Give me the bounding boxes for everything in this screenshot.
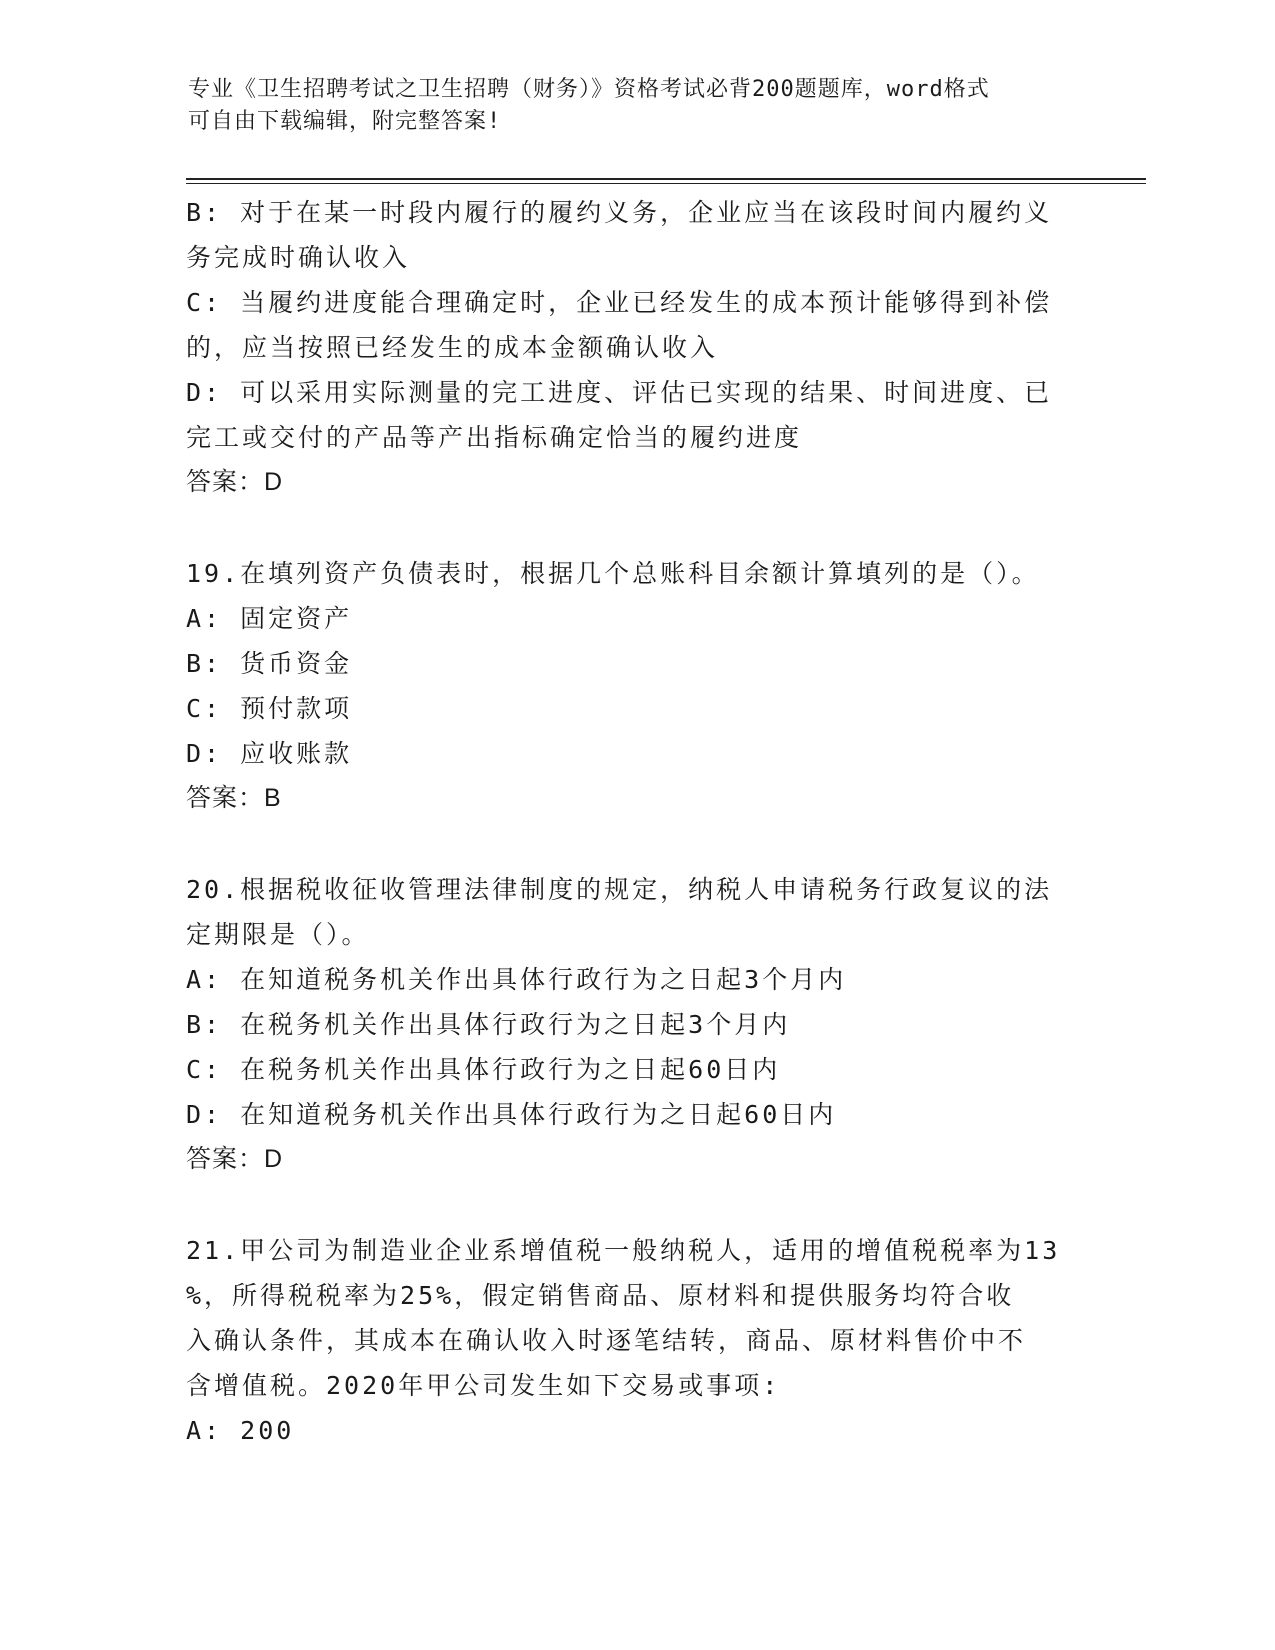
answer-label: 答案：D (186, 1145, 284, 1173)
header-divider-thin (186, 183, 1146, 184)
header-divider-thick (186, 178, 1146, 180)
question-20 (186, 867, 1086, 1182)
option-d-line-1: D: 可以采用实际测量的完工进度、评估已实现的结果、时间进度、已 (186, 378, 1053, 407)
spacer (186, 1182, 1086, 1228)
question-stem-line-2: %，所得税税率为25%，假定销售商品、原材料和提供服务均符合收 (186, 1281, 1015, 1310)
question-21 (186, 1228, 1086, 1453)
question-stem-line-1: 20.根据税收征收管理法律制度的规定，纳税人申请税务行政复议的法 (186, 875, 1053, 904)
question-list (186, 190, 1086, 1453)
header-title-line-1: 专业《卫生招聘考试之卫生招聘（财务）》资格考试必背200题题库，word格式 (188, 77, 990, 102)
option-c-line-1: C: 当履约进度能合理确定时，企业已经发生的成本预计能够得到补偿 (186, 288, 1053, 317)
question-stem: 19.在填列资产负债表时，根据几个总账科目余额计算填列的是（）。 (186, 559, 1040, 588)
option-b-line-1: B: 对于在某一时段内履行的履约义务，企业应当在该段时间内履约义 (186, 198, 1053, 227)
option-c-line-2: 的，应当按照已经发生的成本金额确认收入 (186, 333, 719, 362)
header-title-line-2: 可自由下载编辑，附完整答案! (188, 109, 502, 134)
option-a: A: 固定资产 (186, 604, 353, 633)
option-a: A: 200 (186, 1416, 295, 1445)
option-c: C: 在税务机关作出具体行政行为之日起60日内 (186, 1055, 781, 1084)
question-19 (186, 551, 1086, 821)
question-stem-line-2: 定期限是（）。 (186, 920, 370, 949)
question-stem-line-1: 21.甲公司为制造业企业系增值税一般纳税人，适用的增值税税率为13 (186, 1236, 1061, 1265)
option-d: D: 在知道税务机关作出具体行政行为之日起60日内 (186, 1100, 837, 1129)
answer-label: 答案：D (186, 468, 284, 496)
question-18-continued (186, 190, 1086, 505)
question-stem-line-3: 入确认条件，其成本在确认收入时逐笔结转，商品、原材料售价中不 (186, 1326, 1027, 1355)
spacer (186, 821, 1086, 867)
document-header (188, 74, 1088, 138)
option-a: A: 在知道税务机关作出具体行政行为之日起3个月内 (186, 965, 847, 994)
spacer (186, 505, 1086, 551)
option-b-line-2: 务完成时确认收入 (186, 243, 411, 272)
answer-label: 答案：B (186, 784, 282, 812)
option-b: B: 货币资金 (186, 649, 353, 678)
option-d: D: 应收账款 (186, 739, 353, 768)
option-d-line-2: 完工或交付的产品等产出指标确定恰当的履约进度 (186, 423, 803, 452)
question-stem-line-4: 含增值税。2020年甲公司发生如下交易或事项: (186, 1371, 781, 1400)
option-b: B: 在税务机关作出具体行政行为之日起3个月内 (186, 1010, 791, 1039)
option-c: C: 预付款项 (186, 694, 353, 723)
